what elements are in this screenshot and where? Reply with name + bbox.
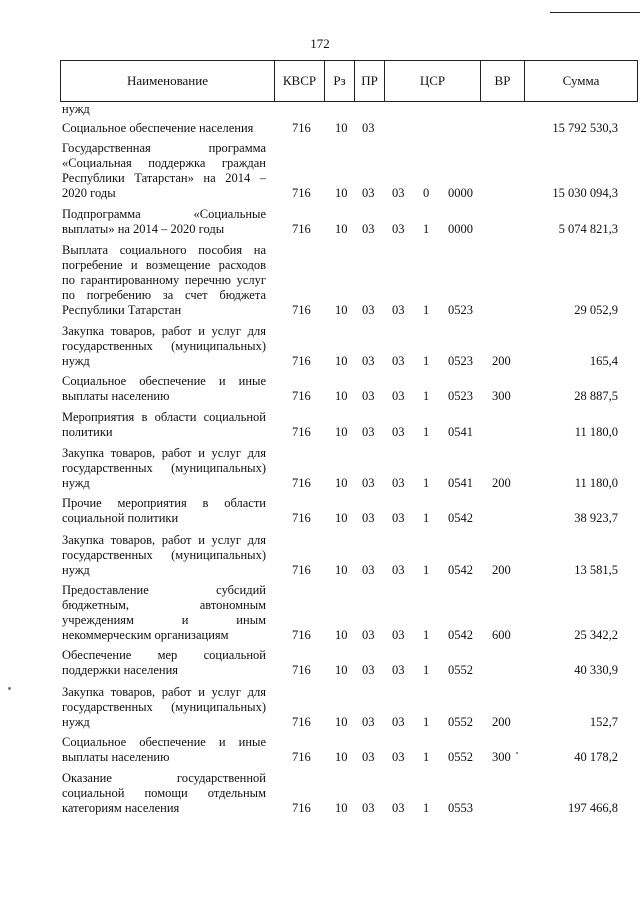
row-vr: 200	[492, 563, 511, 577]
row-rz: 10	[335, 186, 348, 200]
header-kvsr: КВСР	[275, 61, 325, 101]
row-sum: 40 178,2	[574, 750, 618, 764]
row-csr-item: 0000	[448, 186, 473, 200]
row-name: Социальное обеспечение и иные выплаты населению	[62, 374, 266, 403]
row-csr-subprogram: 1	[423, 511, 430, 525]
row-kvsr: 716	[292, 628, 311, 642]
row-pr: 03	[362, 715, 375, 729]
row-kvsr: 716	[292, 121, 311, 135]
row-sum: 11 180,0	[574, 425, 618, 439]
row-csr-item: 0542	[448, 628, 473, 642]
row-sum: 152,7	[589, 715, 618, 729]
header-name: Наименование	[61, 61, 275, 101]
row-name: Социальное обеспечение и иные выплаты населению	[62, 735, 266, 764]
row-sum: 15 792 530,3	[552, 121, 618, 135]
row-csr-item: 0553	[448, 801, 473, 815]
row-name: Закупка товаров, работ и услуг для государственных (муниципальных) нужд	[62, 324, 266, 368]
row-csr-program: 03	[392, 715, 405, 729]
row-kvsr: 716	[292, 354, 311, 368]
row-name: Предоставление субсидий бюджетным, автономным учреждениям и иным некоммерческим организациям	[62, 583, 266, 642]
table-row	[0, 243, 640, 318]
row-sum: 40 330,9	[574, 663, 618, 677]
table-row	[0, 648, 640, 678]
row-csr-subprogram: 1	[423, 476, 430, 490]
row-name: Мероприятия в области социальной политики	[62, 410, 266, 439]
row-csr-program: 03	[392, 354, 405, 368]
row-sum: 165,4	[589, 354, 618, 368]
row-kvsr: 716	[292, 389, 311, 403]
row-csr-program: 03	[392, 563, 405, 577]
row-pr: 03	[362, 750, 375, 764]
table-row	[0, 496, 640, 526]
row-rz: 10	[335, 121, 348, 135]
row-kvsr: 716	[292, 563, 311, 577]
row-csr-program: 03	[392, 663, 405, 677]
header-csr: ЦСР	[385, 61, 481, 101]
row-sum: 25 342,2	[574, 628, 618, 642]
row-kvsr: 716	[292, 186, 311, 200]
row-vr: 600	[492, 628, 511, 642]
row-csr-subprogram: 1	[423, 425, 430, 439]
row-sum: 5 074 821,3	[558, 222, 618, 236]
row-kvsr: 716	[292, 476, 311, 490]
table-row	[0, 141, 640, 201]
row-pr: 03	[362, 663, 375, 677]
row-csr-subprogram: 1	[423, 389, 430, 403]
table-row	[0, 685, 640, 730]
row-csr-subprogram: 1	[423, 563, 430, 577]
row-rz: 10	[335, 750, 348, 764]
header-pr: ПР	[355, 61, 385, 101]
row-csr-program: 03	[392, 389, 405, 403]
row-vr: 300	[492, 389, 511, 403]
continuation-row	[0, 102, 640, 117]
row-pr: 03	[362, 303, 375, 317]
row-csr-subprogram: 1	[423, 222, 430, 236]
row-csr-subprogram: 1	[423, 715, 430, 729]
row-name: Прочие мероприятия в области социальной политики	[62, 496, 266, 525]
table-row	[0, 735, 640, 765]
scan-dot	[8, 687, 11, 690]
row-rz: 10	[335, 563, 348, 577]
row-sum: 15 030 094,3	[552, 186, 618, 200]
row-vr: 200	[492, 476, 511, 490]
row-pr: 03	[362, 425, 375, 439]
row-name: Социальное обеспечение населения	[62, 121, 254, 135]
row-csr-item: 0523	[448, 354, 473, 368]
row-csr-item: 0523	[448, 389, 473, 403]
row-csr-program: 03	[392, 425, 405, 439]
row-vr: 200	[492, 715, 511, 729]
row-sum: 29 052,9	[574, 303, 618, 317]
row-sum: 13 581,5	[574, 563, 618, 577]
row-sum: 28 887,5	[574, 389, 618, 403]
table-row	[0, 583, 640, 643]
row-name: Выплата социального пособия на погребение и возмещение расходов по гарантированному перечню услуг по погребению за счет бюджета Республики Татарстан	[62, 243, 266, 317]
row-pr: 03	[362, 628, 375, 642]
row-name: Подпрограмма «Социальные выплаты» на 2014 – 2020 годы	[62, 207, 266, 236]
row-csr-subprogram: 1	[423, 628, 430, 642]
row-csr-program: 03	[392, 476, 405, 490]
row-rz: 10	[335, 354, 348, 368]
row-kvsr: 716	[292, 663, 311, 677]
table-row	[0, 121, 640, 136]
page-number: 172	[310, 36, 330, 51]
table-header	[60, 60, 638, 102]
row-csr-program: 03	[392, 303, 405, 317]
row-kvsr: 716	[292, 511, 311, 525]
row-csr-item: 0541	[448, 425, 473, 439]
header-rz: Рз	[325, 61, 355, 101]
row-kvsr: 716	[292, 425, 311, 439]
row-csr-item: 0542	[448, 563, 473, 577]
row-sum: 38 923,7	[574, 511, 618, 525]
row-csr-item: 0523	[448, 303, 473, 317]
row-pr: 03	[362, 511, 375, 525]
row-rz: 10	[335, 511, 348, 525]
row-rz: 10	[335, 715, 348, 729]
table-row	[0, 207, 640, 237]
row-name: Закупка товаров, работ и услуг для государственных (муниципальных) нужд	[62, 685, 266, 729]
row-csr-item: 0552	[448, 750, 473, 764]
row-rz: 10	[335, 389, 348, 403]
table-row	[0, 771, 640, 816]
row-kvsr: 716	[292, 222, 311, 236]
row-csr-item: 0000	[448, 222, 473, 236]
corner-mark	[550, 12, 640, 13]
row-csr-program: 03	[392, 628, 405, 642]
row-rz: 10	[335, 303, 348, 317]
row-csr-program: 03	[392, 222, 405, 236]
row-pr: 03	[362, 354, 375, 368]
row-csr-item: 0542	[448, 511, 473, 525]
row-pr: 03	[362, 186, 375, 200]
row-csr-program: 03	[392, 750, 405, 764]
row-pr: 03	[362, 121, 375, 135]
row-name: Закупка товаров, работ и услуг для государственных (муниципальных) нужд	[62, 533, 266, 577]
row-csr-subprogram: 1	[423, 663, 430, 677]
table-row	[0, 410, 640, 440]
row-rz: 10	[335, 663, 348, 677]
row-vr: 300	[492, 750, 511, 764]
row-name: Государственная программа «Социальная поддержка граждан Республики Татарстан» на 2014 – 2020 годы	[62, 141, 266, 200]
row-csr-program: 03	[392, 801, 405, 815]
row-name: Оказание государственной социальной помощи отдельным категориям населения	[62, 771, 266, 815]
row-rz: 10	[335, 222, 348, 236]
row-csr-item: 0541	[448, 476, 473, 490]
row-kvsr: 716	[292, 750, 311, 764]
row-pr: 03	[362, 476, 375, 490]
row-rz: 10	[335, 425, 348, 439]
row-csr-subprogram: 1	[423, 303, 430, 317]
row-rz: 10	[335, 801, 348, 815]
row-kvsr: 716	[292, 801, 311, 815]
row-sum: 197 466,8	[568, 801, 618, 815]
row-rz: 10	[335, 476, 348, 490]
continuation-text: нужд	[62, 102, 90, 116]
table-row	[0, 533, 640, 578]
row-csr-subprogram: 1	[423, 801, 430, 815]
row-csr-subprogram: 1	[423, 750, 430, 764]
table-row	[0, 446, 640, 491]
row-kvsr: 716	[292, 715, 311, 729]
scan-dot	[516, 752, 518, 754]
row-csr-subprogram: 0	[423, 186, 430, 200]
row-sum: 11 180,0	[574, 476, 618, 490]
row-pr: 03	[362, 801, 375, 815]
header-vr: ВР	[481, 61, 525, 101]
row-csr-subprogram: 1	[423, 354, 430, 368]
row-pr: 03	[362, 563, 375, 577]
row-csr-item: 0552	[448, 715, 473, 729]
row-name: Обеспечение мер социальной поддержки населения	[62, 648, 266, 677]
table-row	[0, 374, 640, 404]
header-sum: Сумма	[562, 73, 600, 88]
row-vr: 200	[492, 354, 511, 368]
row-rz: 10	[335, 628, 348, 642]
table-row	[0, 324, 640, 369]
row-name: Закупка товаров, работ и услуг для государственных (муниципальных) нужд	[62, 446, 266, 490]
row-kvsr: 716	[292, 303, 311, 317]
row-pr: 03	[362, 389, 375, 403]
row-pr: 03	[362, 222, 375, 236]
row-csr-item: 0552	[448, 663, 473, 677]
row-csr-program: 03	[392, 511, 405, 525]
row-csr-program: 03	[392, 186, 405, 200]
